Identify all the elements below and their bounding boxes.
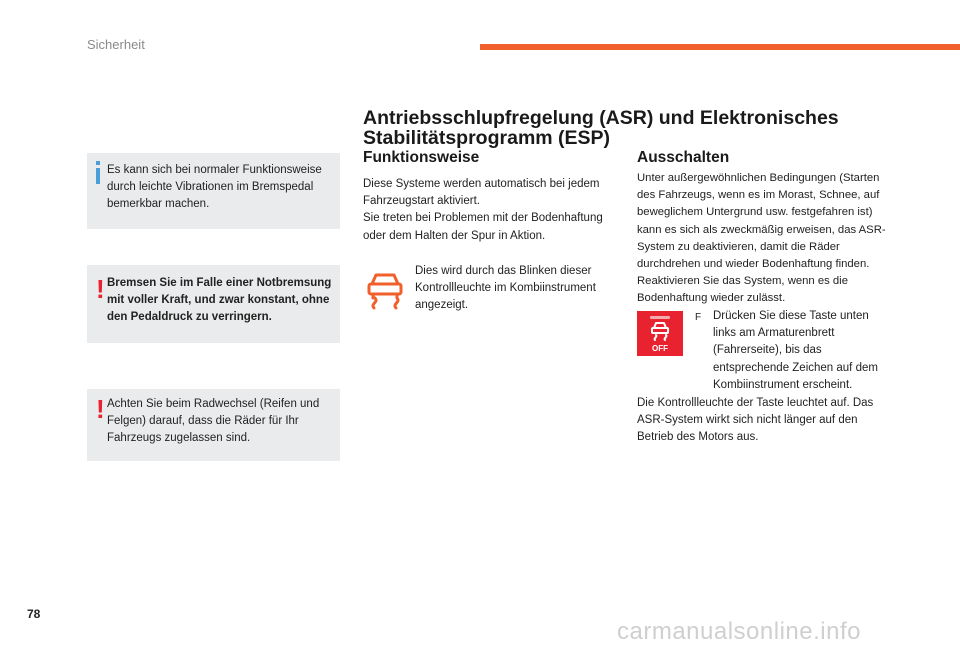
- step-bullet: F: [695, 312, 702, 323]
- ausschalten-result: Die Kontrollleuchte der Taste leuchtet auf. Das ASR-System wirkt sich nicht länger auf den Betrieb des Motors aus.: [637, 397, 874, 444]
- warning-icon: !: [96, 394, 105, 424]
- esp-off-symbol-icon: [648, 315, 672, 341]
- funktionsweise-text-1: Diese Systeme werden automatisch bei jedem Fahrzeugstart aktiviert.: [363, 178, 600, 208]
- info-note: [87, 153, 340, 229]
- page-number: 78: [27, 607, 41, 621]
- warning-icon: !: [96, 274, 105, 304]
- esp-off-label: OFF: [652, 344, 668, 353]
- ausschalten-heading: Ausschalten: [637, 149, 730, 166]
- ausschalten-step: Drücken Sie diese Taste unten links am Armaturenbrett (Fahrerseite), bis das entsprechende Zeichen auf dem Kombiinstrument erscheint.: [713, 310, 878, 391]
- page-title-line-2: Stabilitätsprogramm (ESP): [363, 127, 611, 149]
- esp-off-button-icon: [637, 311, 683, 356]
- watermark: carmanualsonline.info: [617, 618, 861, 645]
- header-accent-bar: [480, 44, 960, 50]
- page-title-line-1: Antriebsschlupfregelung (ASR) und Elektronisches: [363, 107, 839, 129]
- section-label: Sicherheit: [87, 37, 145, 52]
- info-note-text: Es kann sich bei normaler Funktionsweise durch leichte Vibrationen im Bremspedal bemerkbar machen.: [107, 164, 322, 210]
- warning-note-emergency-braking: [87, 265, 340, 343]
- funktionsweise-text-2: Sie treten bei Problemen mit der Bodenhaftung oder dem Halten der Spur in Aktion.: [363, 212, 603, 242]
- funktionsweise-heading: Funktionsweise: [363, 149, 480, 166]
- warning-note-wheel-change: [87, 389, 340, 461]
- info-icon: [94, 161, 102, 185]
- warning-note-text: Achten Sie beim Radwechsel (Reifen und Felgen) darauf, dass die Räder für Ihr Fahrzeugs zugelassen sind.: [107, 398, 320, 444]
- ausschalten-paragraph: Unter außergewöhnlichen Bedingungen (Starten des Fahrzeugs, wenn es im Morast, Schnee, auf beweglichem Untergrund usw. festgefahren ist) kann es sich als zweckmäßig erweisen, das ASR-System zu deaktivieren, damit die Räder durchdrehen und wieder Bodenhaftung finden. Reaktivieren Sie das System, wenn es die Bodenhaftung wieder zulässt.: [637, 172, 886, 305]
- warning-note-text: Bremsen Sie im Falle einer Notbremsung mit voller Kraft, und zwar konstant, ohne den Pedaldruck zu verringern.: [107, 277, 332, 323]
- lamp-description: Dies wird durch das Blinken dieser Kontrollleuchte im Kombiinstrument angezeigt.: [415, 265, 596, 312]
- page-title: [363, 108, 923, 148]
- funktionsweise-paragraph: [363, 176, 613, 245]
- esp-warning-lamp-icon: [365, 268, 405, 310]
